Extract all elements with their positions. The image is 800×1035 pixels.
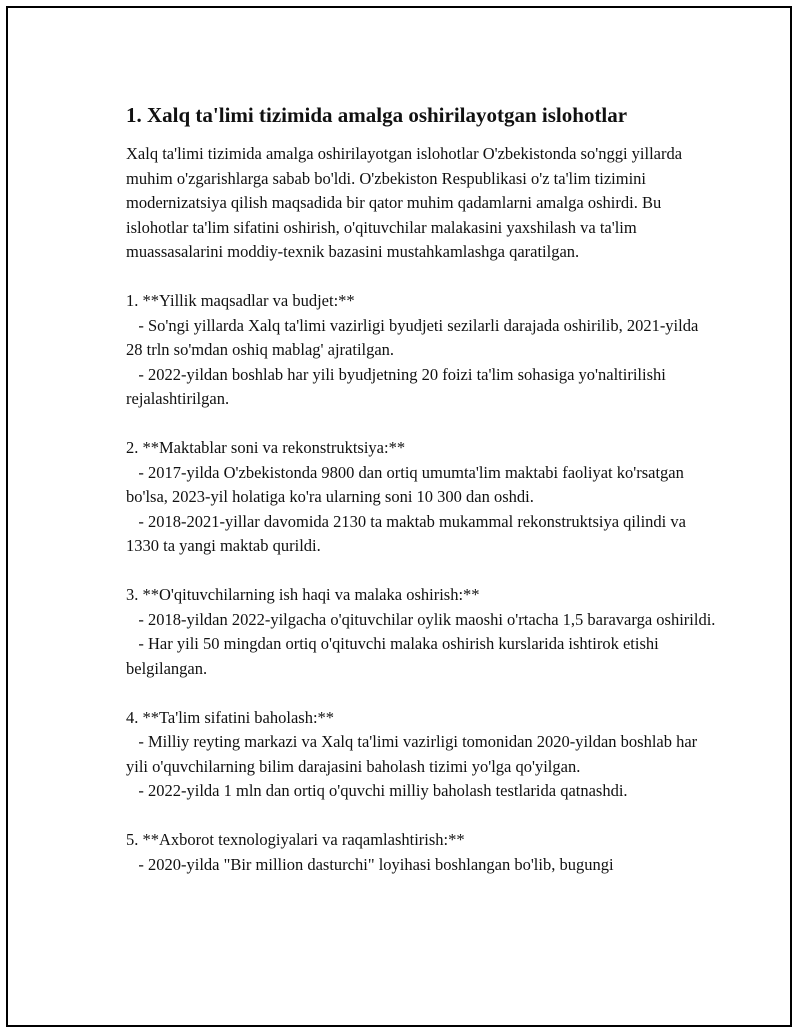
section-title: 2. **Maktablar soni va rekonstruktsiya:** [126,438,406,457]
section-point: - Har yili 50 mingdan ortiq o'qituvchi malaka oshirish kurslarida ishtirok etishi belgilangan. [126,634,663,678]
section-point: - 2020-yilda "Bir million dasturchi" loyihasi boshlangan bo'lib, bugungi [126,854,614,874]
section-title: 4. **Ta'lim sifatini baholash:** [126,707,335,727]
section-title: 1. **Yillik maqsadlar va budjet:** [126,291,355,310]
document-body [126,142,716,877]
spacer [126,804,716,829]
section-point: - Milliy reyting markazi va Xalq ta'limi vazirligi tomonidan 2020-yildan boshlab har yili o'quvchilarning bilim darajasini baholash tizimi yo'lga qo'yilgan. [126,732,702,776]
section-title: 3. **O'qituvchilarning ish haqi va malaka oshirish:** [126,585,480,604]
spacer [126,412,716,437]
spacer [126,681,716,706]
section-point: - 2022-yildan boshlab har yili byudjetning 20 foizi ta'lim sohasiga yo'naltirilishi rejalashtirilgan. [126,364,670,408]
section-title: 5. **Axborot texnologiyalari va raqamlashtirish:** [126,830,465,849]
document-content [126,102,716,877]
document-heading: 1. Xalq ta'limi tizimida amalga oshirilayotgan islohotlar [126,103,628,127]
spacer [126,265,716,290]
section-point: - 2018-yildan 2022-yilgacha o'qituvchilar oylik maoshi o'rtacha 1,5 baravarga oshirildi. [126,609,716,629]
intro-paragraph: Xalq ta'limi tizimida amalga oshirilayotgan islohotlar O'zbekistonda so'nggi yillarda muhim o'zgarishlarga sabab bo'ldi. O'zbekiston Respublikasi o'z ta'lim tizimini modernizatsiya qilish maqsadida bir qator muhim qadamlarni amalga oshirdi. Bu islohotlar ta'lim sifatini oshirish, o'qituvchilar malakasini yaxshilash va ta'lim muassasalarini moddiy-texnik bazasini mustahkamlashga qaratilgan. [126,144,683,261]
section-point: - 2018-2021-yillar davomida 2130 ta maktab mukammal rekonstruktsiya qilindi va 1330 ta yangi maktab qurildi. [126,511,691,555]
spacer [126,559,716,584]
section-point: - 2022-yilda 1 mln dan ortiq o'quvchi milliy baholash testlarida qatnashdi. [126,781,628,800]
section-point: - 2017-yilda O'zbekistonda 9800 dan ortiq umumta'lim maktabi faoliyat ko'rsatgan bo'lsa, 2023-yil holatiga ko'ra ularning soni 10 300 dan oshdi. [126,462,689,506]
page-frame [6,6,792,1027]
section-point: - So'ngi yillarda Xalq ta'limi vazirligi byudjeti sezilarli darajada oshirilib, 2021-yilda 28 trln so'mdan oshiq mablag' ajratilgan. [126,315,703,359]
